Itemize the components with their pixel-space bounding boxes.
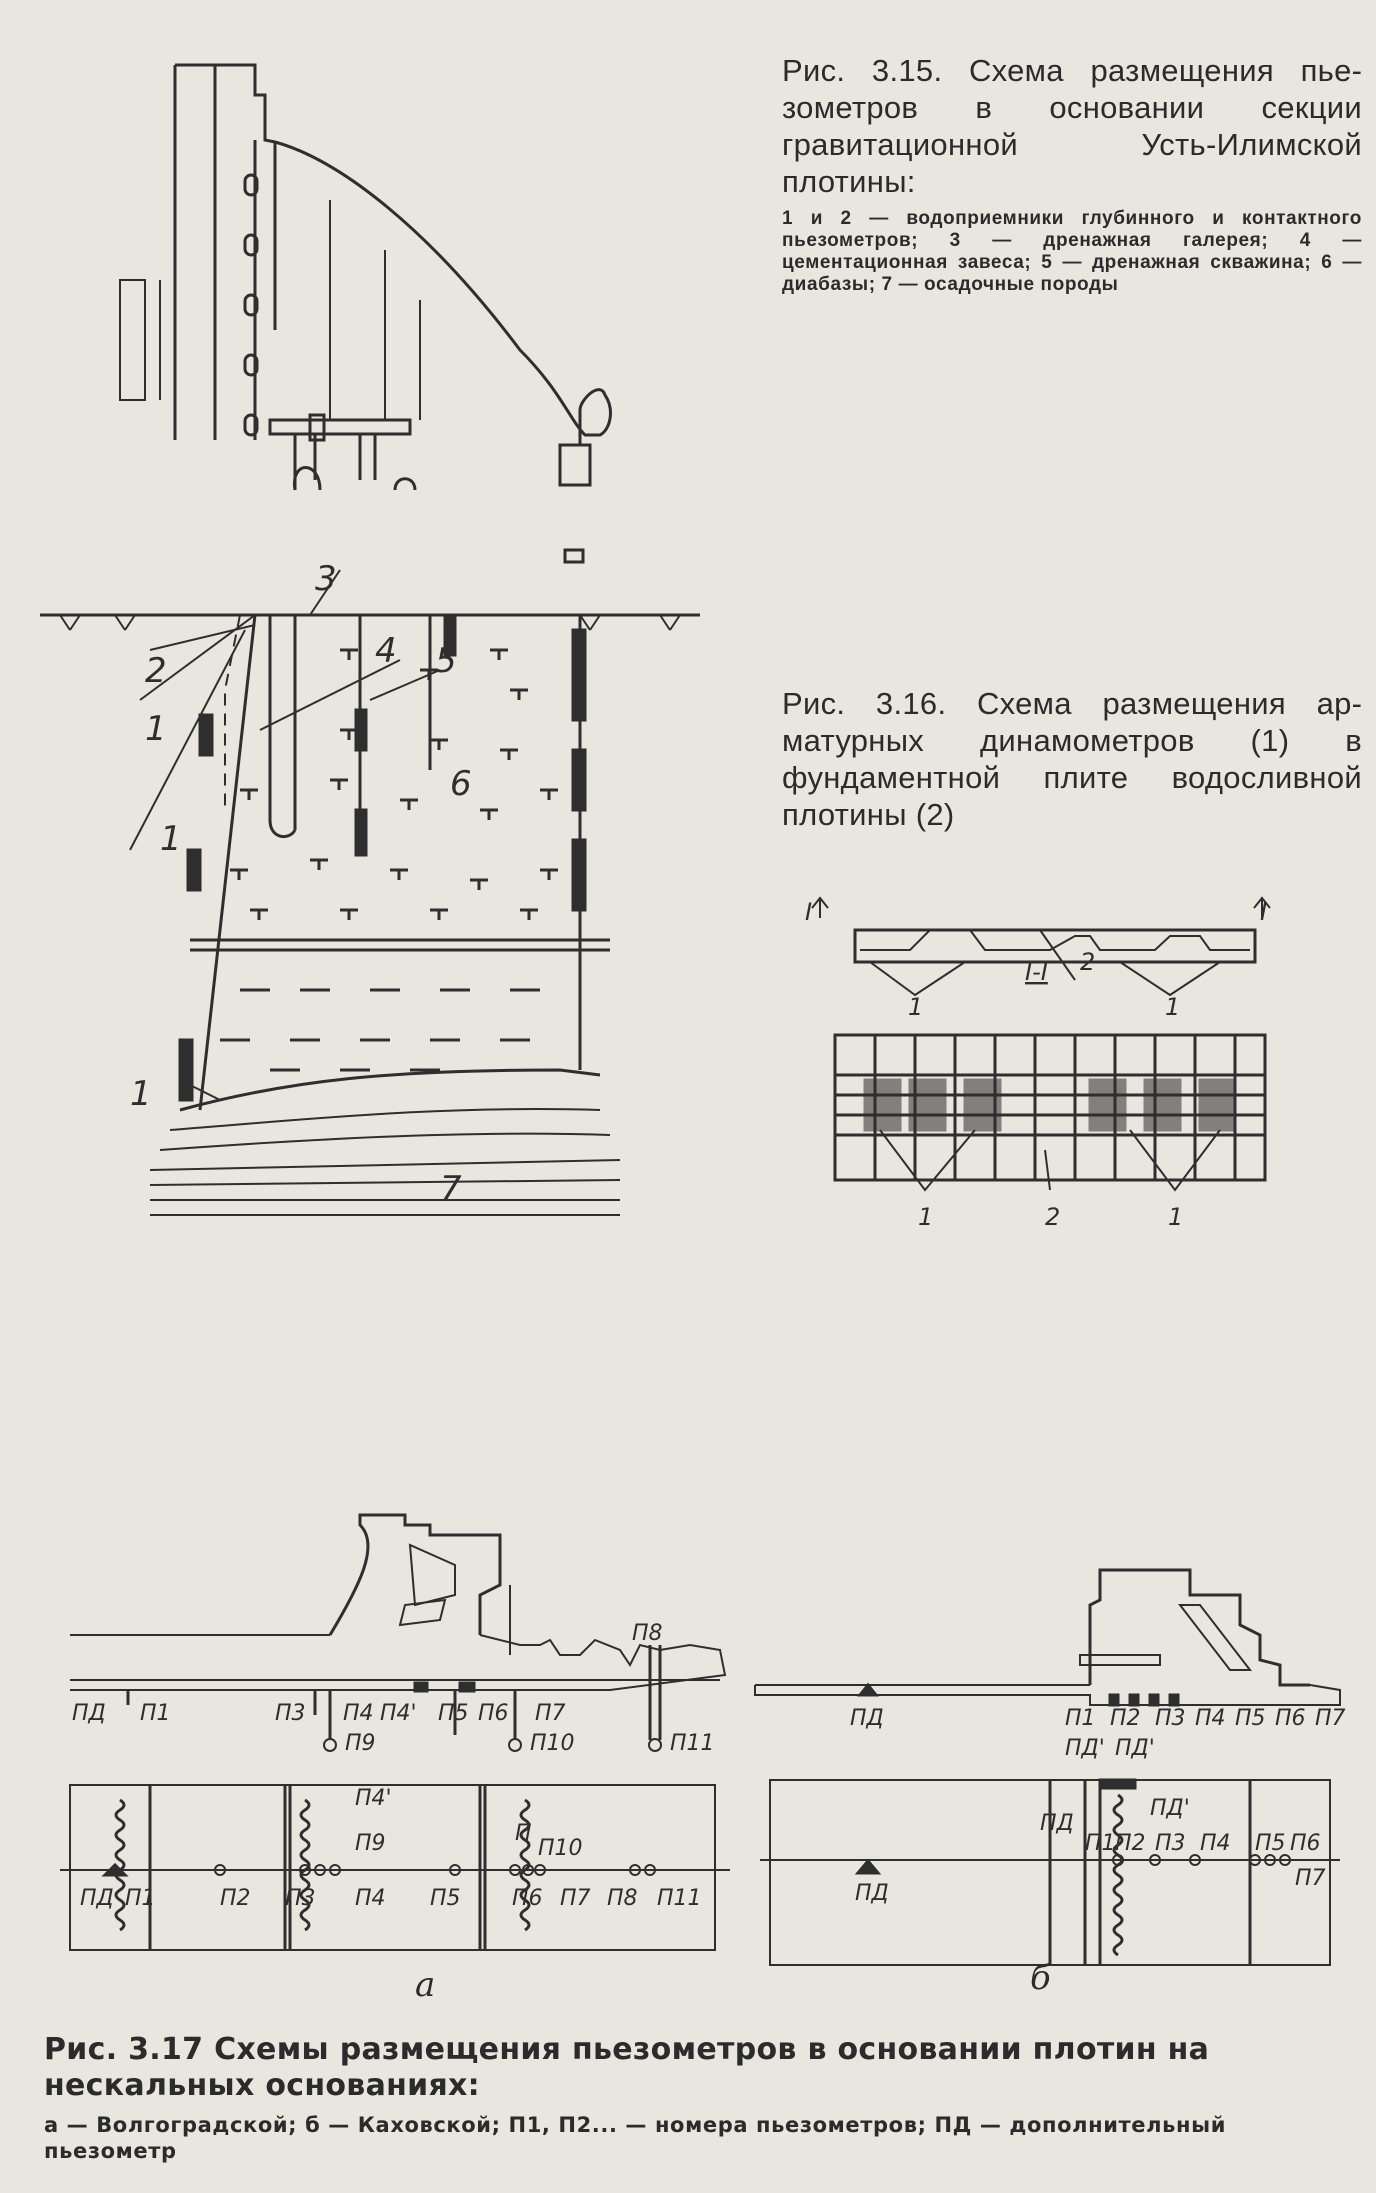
fig317a-plan-P8: П8 [607,1886,638,1911]
fig317a-plan-P7: П7 [560,1886,591,1911]
fig317b-sec-PDp1: ПД' [1065,1736,1105,1761]
fig315-label-1c: 1 [130,1074,152,1114]
fig317a-plan-P9: П9 [355,1831,386,1856]
fig317a-sec-P6: П6 [478,1701,509,1726]
fig316-sec-label-1a: 1 [908,993,924,1021]
fig317b-plan-P6: П6 [1290,1831,1321,1856]
fig317b-sec-P1: П1 [1065,1706,1096,1731]
fig317a-sec-P11: П11 [670,1731,715,1756]
fig317a-plan-P4p: П4' [355,1786,392,1811]
fig315-title: Рис. 3.15. Схема размещения пьезометров в основании секции гравитационной Усть-Илимской плотины: [782,53,1362,199]
fig317b-sec-P4: П4 [1195,1706,1226,1731]
fig317b-sec-PD: ПД [850,1706,884,1731]
fig317a-sec-P9: П9 [345,1731,376,1756]
fig317a-plan-PD: ПД [80,1886,114,1911]
fig317b-sec-P6: П6 [1275,1706,1306,1731]
fig317a-sec-P4p: П4' [380,1701,417,1726]
fig317a-plan-P10: П10 [538,1836,583,1861]
fig317-sub-b: б [1030,1958,1051,1998]
fig317a-sec-PD: ПД [72,1701,106,1726]
fig316-sec-title: I-I [1025,958,1048,986]
fig317a-sec-P3: П3 [275,1701,306,1726]
fig315-caption [782,52,1362,296]
fig317b-sec-P5: П5 [1235,1706,1266,1731]
fig317-title: Рис. 3.17 Схемы размещения пьезометров в основании плотин на нескальных основаниях: [44,2032,1210,2103]
fig315-label-4: 4 [375,631,397,671]
fig317a-plan-P3: П3 [285,1886,316,1911]
fig317a-plan-P: П [515,1821,532,1846]
fig315-legend: 1 и 2 — водоприемники глубинного и контактного пьезометров; 3 — дренажная галерея; 4 — цементационная завеса; 5 — дренажная скважина; 6 — диабазы; 7 — осадочные породы [782,208,1362,295]
fig316-drawing [800,870,1300,1230]
fig315-label-3: 3 [315,559,337,599]
fig317-sub-a: а [415,1965,436,2005]
fig317b-sec-PDp2: ПД' [1115,1736,1155,1761]
fig317b-plan-PDp: ПД' [1150,1796,1190,1821]
fig317a-plan-P5: П5 [430,1886,461,1911]
fig317b-plan-P3: П3 [1155,1831,1186,1856]
fig317b-plan-P1: П1 [1085,1831,1116,1856]
fig317a-sec-P4: П4 [343,1701,374,1726]
fig317b-sec-P2: П2 [1110,1706,1141,1731]
fig315-label-2: 2 [145,651,167,691]
fig315-drawing [40,50,740,1230]
fig317a-plan-P6: П6 [512,1886,543,1911]
fig317a-plan-P2: П2 [220,1886,251,1911]
fig317a-plan-P1: П1 [125,1886,156,1911]
fig316-sec-label-2: 2 [1080,948,1096,976]
fig316-title: Рис. 3.16. Схема размещения арматурных динамометров (1) в фундаментной плите водосливной плотины (2) [782,686,1362,832]
fig316-sec-label-1b: 1 [1165,993,1181,1021]
fig315-label-1a: 1 [145,709,167,749]
fig317a-sec-P10: П10 [530,1731,575,1756]
fig317a-sec-P8: П8 [632,1621,663,1646]
fig316-mark-left: I [805,898,813,926]
fig315-label-5: 5 [435,641,457,681]
fig317a-sec-P1: П1 [140,1701,171,1726]
fig317b-sec-P7: П7 [1315,1706,1346,1731]
fig317a-drawing [60,1505,740,1980]
fig317b-plan-P5: П5 [1255,1831,1286,1856]
fig317b-sec-P3: П3 [1155,1706,1186,1731]
fig317b-plan-P4: П4 [1200,1831,1231,1856]
fig317a-plan-P11: П11 [657,1886,702,1911]
fig315-label-1b: 1 [160,819,182,859]
fig317a-plan-P4: П4 [355,1886,386,1911]
fig317b-plan-PD: ПД [855,1881,889,1906]
fig315-label-6: 6 [450,764,472,804]
fig316-mark-right: I [1260,898,1268,926]
fig316-plan-label-1b: 1 [1168,1203,1184,1231]
fig316-plan-label-2: 2 [1045,1203,1061,1231]
fig317b-drawing [750,1555,1350,1975]
fig317b-plan-PD-top: ПД [1040,1811,1074,1836]
fig317a-sec-P5: П5 [438,1701,469,1726]
fig317b-plan-P2: П2 [1115,1831,1146,1856]
fig317b-plan-P7: П7 [1295,1866,1326,1891]
fig317-legend: а — Волгоградской; б — Каховской; П1, П2... — номера пьезометров; ПД — дополнительный пьезометр [44,2113,1227,2163]
fig315-label-7: 7 [440,1169,462,1209]
fig316-caption [782,685,1362,833]
fig316-plan-label-1a: 1 [918,1203,934,1231]
fig317a-sec-P7: П7 [535,1701,566,1726]
